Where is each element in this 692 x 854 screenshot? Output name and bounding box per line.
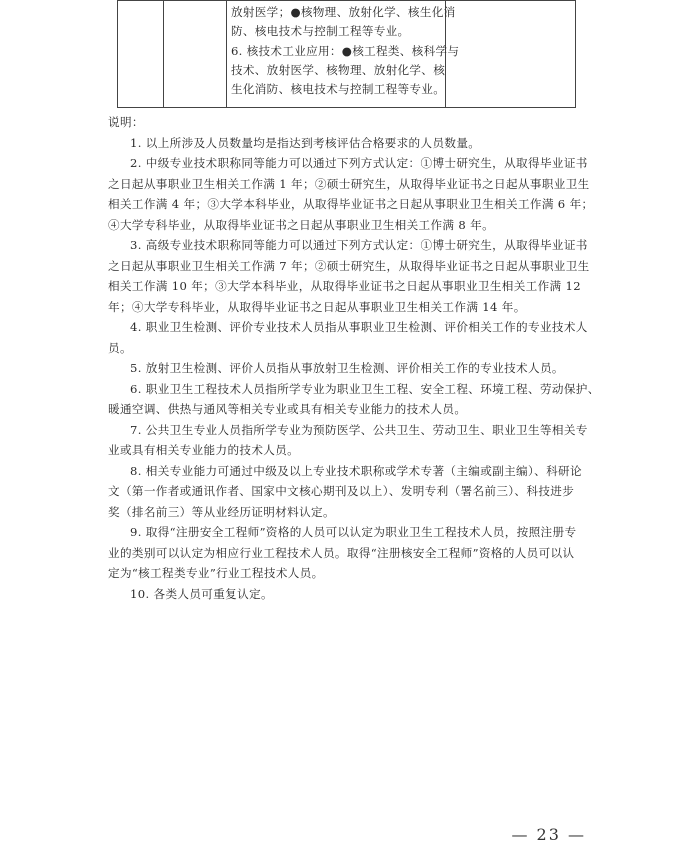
note-line: 1. 以上所涉及人员数量均是指达到考核评估合格要求的人员数量。 bbox=[130, 135, 481, 150]
note-line: ④大学专科毕业，从取得毕业证书之日起从事职业卫生相关工作满 8 年。 bbox=[108, 217, 495, 232]
note-line: 2. 中级专业技术职称同等能力可以通过下列方式认定：①博士研究生，从取得毕业证书 bbox=[130, 156, 588, 170]
note-line: 相关工作满 10 年；③大学本科毕业，从取得毕业证书之日起从事职业卫生相关工作满 12 bbox=[108, 279, 581, 293]
table-cell-majors bbox=[227, 1, 460, 108]
cell-line: 6. 核技术工业应用：●核工程类、核科学与 bbox=[231, 43, 460, 58]
note-line: 4. 职业卫生检测、评价专业技术人员指从事职业卫生检测、评价相关工作的专业技术人 bbox=[130, 320, 588, 334]
cell-line: 生化消防、核电技术与控制工程等专业。 bbox=[231, 82, 446, 97]
note-line: 9. 取得“注册安全工程师”资格的人员可以认定为职业卫生工程技术人员，按照注册专 bbox=[130, 525, 577, 539]
note-line: 之日起从事职业卫生相关工作满 7 年；②硕士研究生，从取得毕业证书之日起从事职业卫生 bbox=[108, 258, 590, 273]
note-line: 10. 各类人员可重复认定。 bbox=[130, 586, 273, 601]
note-line: 奖（排名前三）等从业经历证明材料认定。 bbox=[108, 504, 335, 519]
table-cell-empty-1 bbox=[118, 1, 164, 108]
note-line: 7. 公共卫生专业人员指所学专业为预防医学、公共卫生、劳动卫生、职业卫生等相关专 bbox=[130, 422, 588, 437]
note-line: 6. 职业卫生工程技术人员指所学专业为职业卫生工程、安全工程、环境工程、劳动保护、 bbox=[130, 381, 600, 396]
cell-line: 技术、放射医学、核物理、放射化学、核 bbox=[231, 62, 446, 77]
note-line: 文（第一作者或通讯作者、国家中文核心期刊及以上）、发明专利（署名前三）、科技进步 bbox=[108, 484, 575, 498]
note-line: 年；④大学专科毕业，从取得毕业证书之日起从事职业卫生相关工作满 14 年。 bbox=[108, 299, 526, 314]
notes-heading: 说明： bbox=[108, 115, 144, 129]
note-line: 5. 放射卫生检测、评价人员指从事放射卫生检测、评价相关工作的专业技术人员。 bbox=[130, 361, 564, 375]
note-line: 暖通空调、供热与通风等相关专业或具有相关专业能力的技术人员。 bbox=[108, 402, 467, 416]
table-row bbox=[118, 1, 576, 108]
note-line: 8. 相关专业能力可通过中级及以上专业技术职称或学术专著（主编或副主编）、科研论 bbox=[130, 463, 582, 478]
note-line: 员。 bbox=[108, 340, 132, 355]
note-line: 业或具有相关专业能力的技术人员。 bbox=[108, 443, 300, 457]
notes-section bbox=[108, 112, 600, 604]
majors-text bbox=[227, 1, 460, 99]
table-cell-empty-4 bbox=[446, 1, 576, 108]
note-line: 相关工作满 4 年；③大学本科毕业，从取得毕业证书之日起从事职业卫生相关工作满 6 年； bbox=[108, 197, 594, 211]
note-line: 3. 高级专业技术职称同等能力可以通过下列方式认定：①博士研究生，从取得毕业证书 bbox=[130, 238, 588, 252]
note-line: 业的类别可以认定为相应行业工程技术人员。取得“注册核安全工程师”资格的人员可以认 bbox=[108, 545, 575, 560]
note-line: 定为“核工程类专业”行业工程技术人员。 bbox=[108, 566, 324, 580]
cell-line: 防、核电技术与控制工程等专业。 bbox=[231, 24, 410, 39]
note-line: 之日起从事职业卫生相关工作满 1 年；②硕士研究生，从取得毕业证书之日起从事职业卫生 bbox=[108, 176, 590, 191]
table-cell-empty-2 bbox=[164, 1, 227, 108]
table-fragment bbox=[117, 0, 576, 108]
page-number: — 23 — bbox=[511, 825, 586, 844]
cell-line: 放射医学；●核物理、放射化学、核生化消 bbox=[231, 5, 456, 19]
